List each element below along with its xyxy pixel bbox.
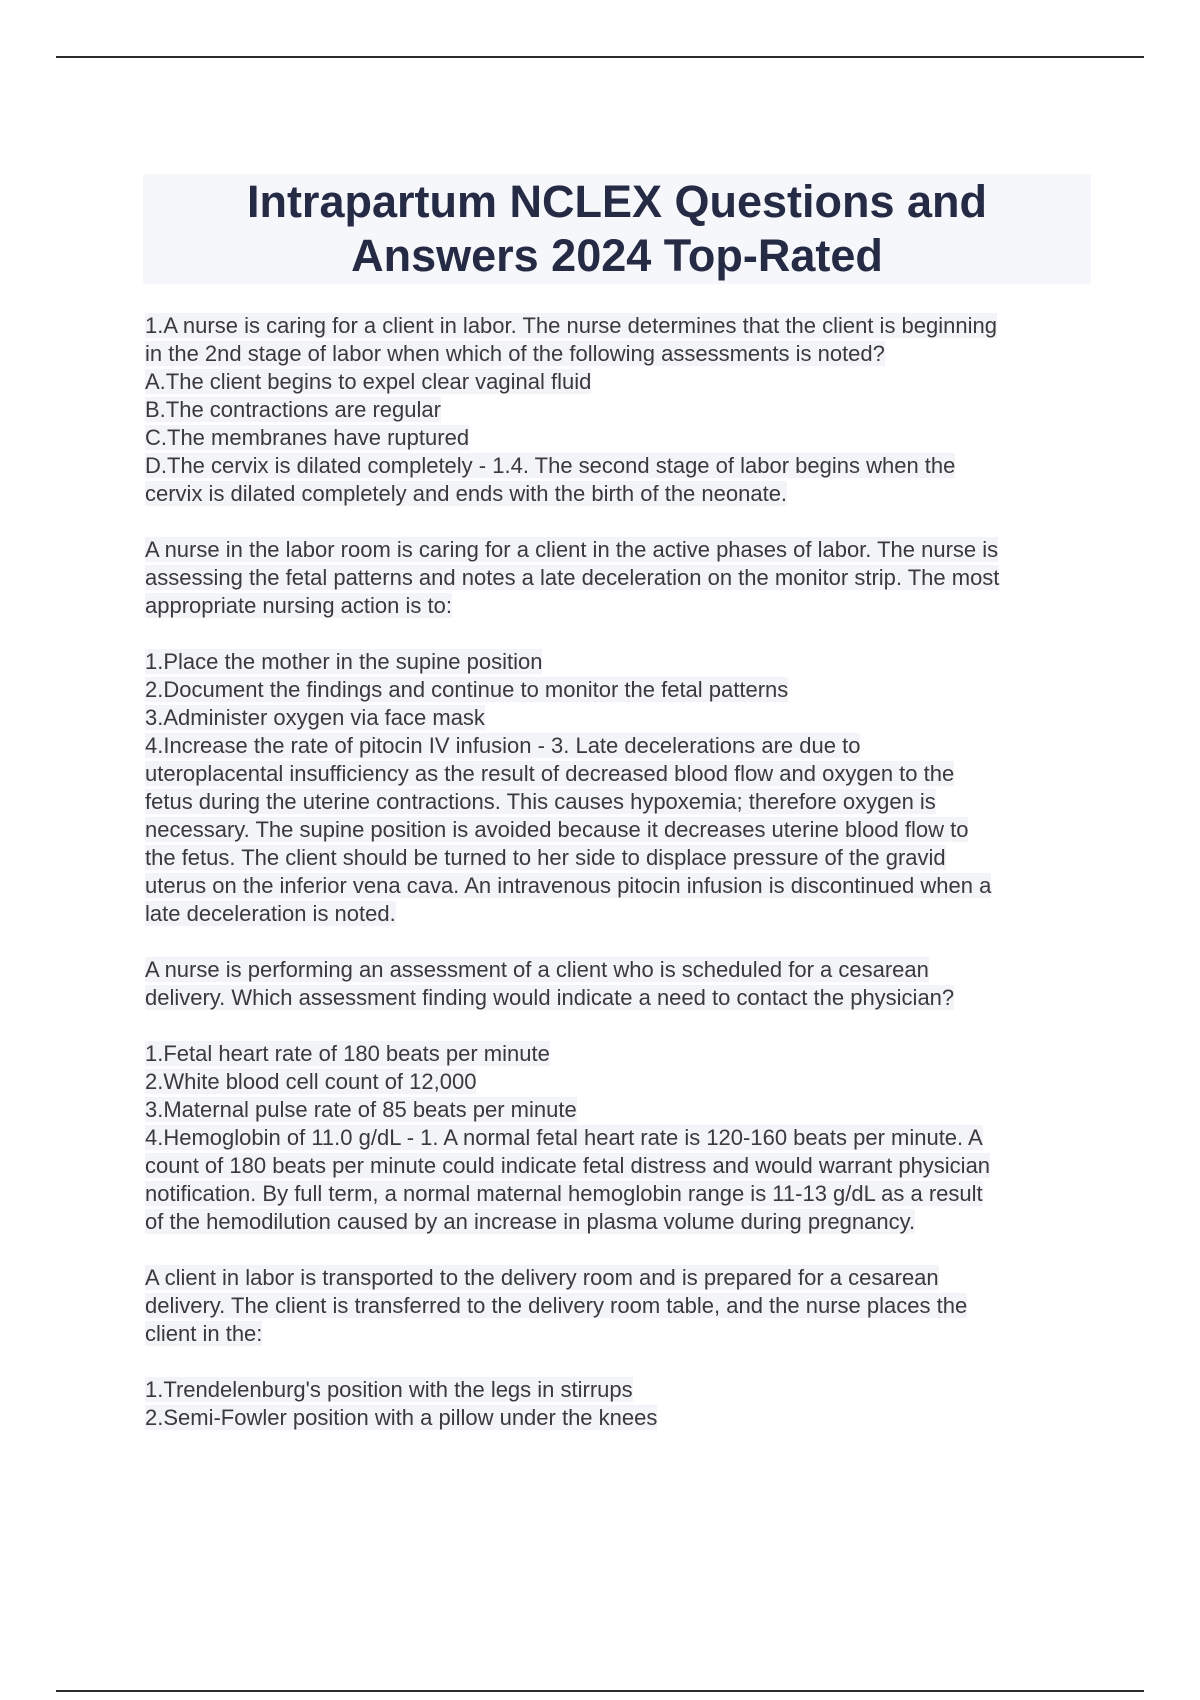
answer-option: 4.Hemoglobin of 11.0 g/dL - 1. A normal fetal heart rate is 120-160 beats per minute. A: [145, 1125, 983, 1150]
question-4-stem: [145, 1264, 1095, 1348]
answer-option: 2.Semi-Fowler position with a pillow under the knees: [145, 1405, 658, 1430]
title-line: Intrapartum NCLEX Questions and: [246, 176, 988, 227]
answer-option: 1.Fetal heart rate of 180 beats per minute: [145, 1041, 550, 1066]
text-line: of the hemodilution caused by an increase in plasma volume during pregnancy.: [145, 1209, 916, 1234]
document-title: [143, 174, 1091, 284]
top-rule: [56, 56, 1144, 58]
text-line: uterus on the inferior vena cava. An intravenous pitocin infusion is discontinued when a: [145, 873, 992, 898]
answer-option: 2.Document the findings and continue to monitor the fetal patterns: [145, 677, 789, 702]
answer-option: 1.Place the mother in the supine position: [145, 649, 543, 674]
text-line: fetus during the uterine contractions. This causes hypoxemia; therefore oxygen is: [145, 789, 936, 814]
text-line: A nurse is performing an assessment of a client who is scheduled for a cesarean: [145, 957, 929, 982]
answer-option: B.The contractions are regular: [145, 397, 441, 422]
answer-option: 1.Trendelenburg's position with the legs in stirrups: [145, 1377, 633, 1402]
text-line: in the 2nd stage of labor when which of the following assessments is noted?: [145, 341, 885, 366]
answer-option: A.The client begins to expel clear vaginal fluid: [145, 369, 592, 394]
question-3-stem: [145, 956, 1095, 1012]
text-line: necessary. The supine position is avoided because it decreases uterine blood flow to: [145, 817, 969, 842]
text-line: notification. By full term, a normal maternal hemoglobin range is 11-13 g/dL as a result: [145, 1181, 983, 1206]
text-line: count of 180 beats per minute could indicate fetal distress and would warrant physician: [145, 1153, 991, 1178]
text-line: the fetus. The client should be turned to her side to displace pressure of the gravid: [145, 845, 946, 870]
text-line: appropriate nursing action is to:: [145, 593, 452, 618]
text-line: delivery. Which assessment finding would indicate a need to contact the physician?: [145, 985, 955, 1010]
question-4-options: [145, 1376, 1095, 1432]
text-line: late deceleration is noted.: [145, 901, 396, 926]
question-3-options: [145, 1040, 1095, 1236]
text-line: cervix is dilated completely and ends with the birth of the neonate.: [145, 481, 788, 506]
text-line: A client in labor is transported to the delivery room and is prepared for a cesarean: [145, 1265, 939, 1290]
answer-option: C.The membranes have ruptured: [145, 425, 470, 450]
question-2-stem: [145, 536, 1095, 620]
text-line: uteroplacental insufficiency as the result of decreased blood flow and oxygen to the: [145, 761, 955, 786]
text-line: client in the:: [145, 1321, 263, 1346]
question-1-block: [145, 312, 1095, 508]
text-line: A nurse in the labor room is caring for a client in the active phases of labor. The nurse is: [145, 537, 999, 562]
bottom-rule: [56, 1690, 1144, 1692]
answer-option: 4.Increase the rate of pitocin IV infusion - 3. Late decelerations are due to: [145, 733, 861, 758]
answer-option: 3.Maternal pulse rate of 85 beats per minute: [145, 1097, 577, 1122]
title-line: Answers 2024 Top-Rated: [351, 230, 883, 281]
answer-option: 2.White blood cell count of 12,000: [145, 1069, 477, 1094]
text-line: 1.A nurse is caring for a client in labor. The nurse determines that the client is beginning: [145, 313, 997, 338]
answer-option: D.The cervix is dilated completely - 1.4. The second stage of labor begins when the: [145, 453, 956, 478]
text-line: delivery. The client is transferred to the delivery room table, and the nurse places the: [145, 1293, 968, 1318]
text-line: assessing the fetal patterns and notes a late deceleration on the monitor strip. The most: [145, 565, 1000, 590]
question-2-options: [145, 648, 1095, 928]
document-body: [145, 312, 1095, 1432]
answer-option: 3.Administer oxygen via face mask: [145, 705, 485, 730]
